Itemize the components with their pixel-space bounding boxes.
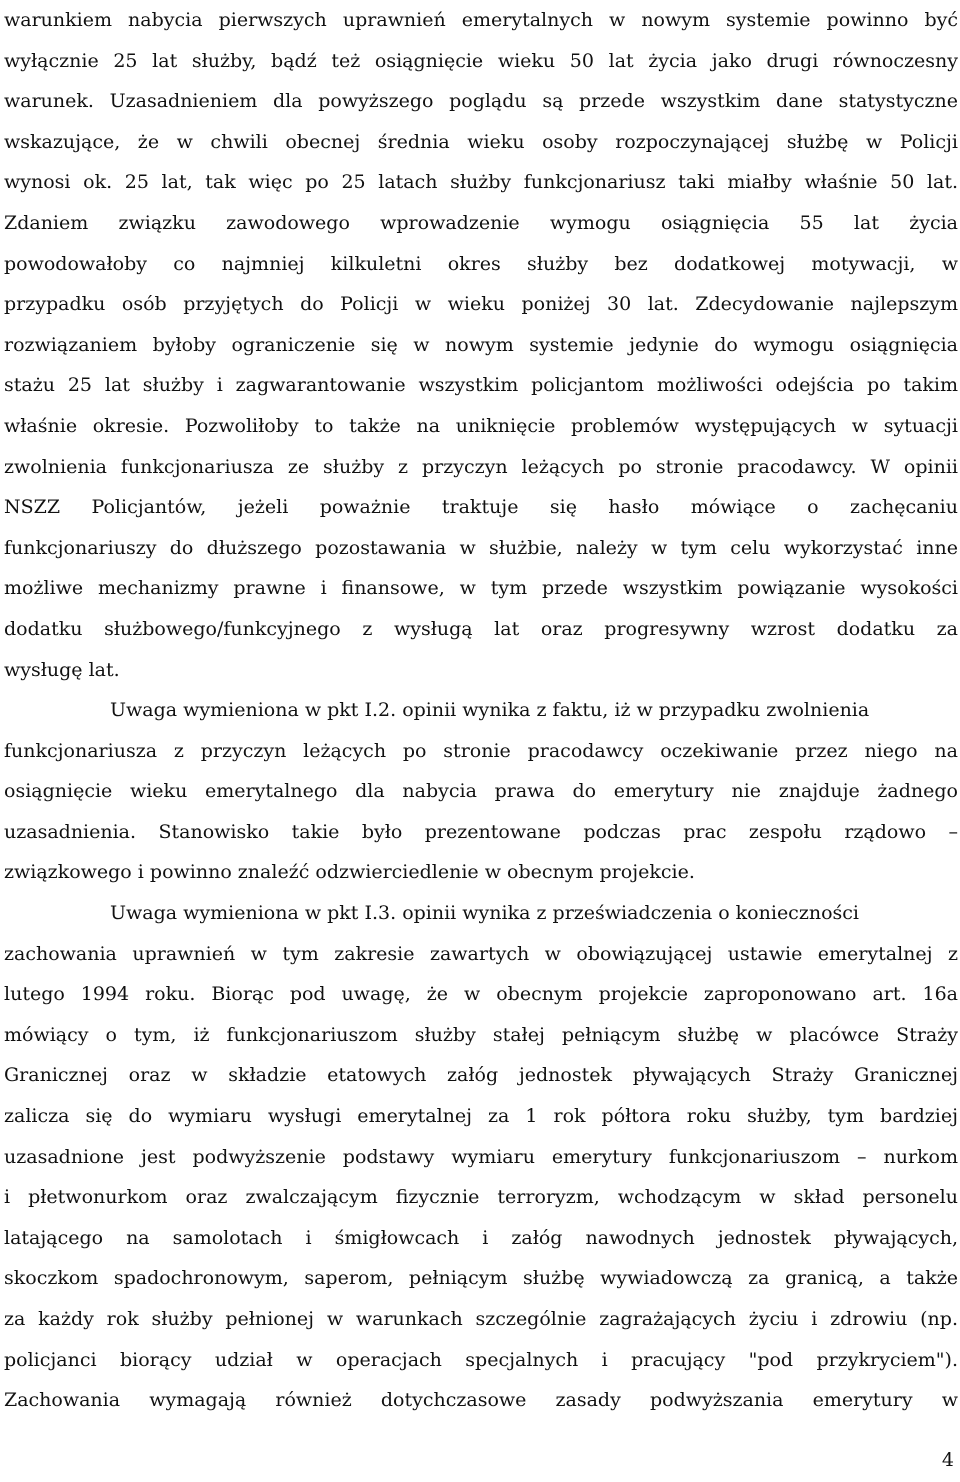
text-line: Granicznej oraz w składzie etatowych załóg jednostek pływających Straży Granicznej <box>4 1064 958 1087</box>
text-line: skoczkom spadochronowym, saperom, pełniącym służbę wywiadowczą za granicą, a także <box>4 1267 958 1290</box>
text-line: związkowego i powinno znaleźć odzwierciedlenie w obecnym projekcie. <box>4 861 695 884</box>
text-line: warunkiem nabycia pierwszych uprawnień emerytalnych w nowym systemie powinno być <box>4 9 958 31</box>
text-line: stażu 25 lat służby i zagwarantowanie wszystkim policjantom możliwości odejścia po takim <box>4 374 958 397</box>
text-line: Zdaniem związku zawodowego wprowadzenie wymogu osiągnięcia 55 lat życia <box>4 211 958 234</box>
text-line: osiągnięcie wieku emerytalnego dla nabycia prawa do emerytury nie znajduje żadnego <box>4 780 958 803</box>
text-line: funkcjonariuszy do dłuższego pozostawania w służbie, należy w tym celu wykorzystać inne <box>4 536 958 559</box>
text-line: i płetwonurkom oraz zwalczającym fizycznie terroryzm, wchodzącym w skład personelu <box>4 1186 958 1209</box>
body-text <box>4 0 958 1421</box>
text-line: właśnie okresie. Pozwoliłoby to także na uniknięcie problemów występujących w sytuacji <box>4 414 958 437</box>
text-line: zalicza się do wymiaru wysługi emerytalnej za 1 rok półtora roku służby, tym bardziej <box>4 1105 958 1128</box>
text-line: warunek. Uzasadnieniem dla powyższego poglądu są przede wszystkim dane statystyczne <box>4 90 958 113</box>
text-line: zachowania uprawnień w tym zakresie zawartych w obowiązującej ustawie emerytalnej z <box>4 942 958 965</box>
text-line: NSZZ Policjantów, jeżeli poważnie traktuje się hasło mówiące o zachęcaniu <box>4 496 958 519</box>
text-line: lutego 1994 roku. Biorąc pod uwagę, że w obecnym projekcie zaproponowano art. 16a <box>4 983 958 1006</box>
text-line: dodatku służbowego/funkcyjnego z wysługą lat oraz progresywny wzrost dodatku za <box>4 617 958 640</box>
page-number: 4 <box>941 1449 954 1471</box>
text-line: za każdy rok służby pełnionej w warunkach szczególnie zagrażających życiu i zdrowiu (np. <box>4 1308 958 1330</box>
text-line: policjanci biorący udział w operacjach specjalnych i pracujący "pod przykryciem"). <box>4 1348 958 1371</box>
text-line: uzasadnione jest podwyższenie podstawy wymiaru emerytury funkcjonariuszom – nurkom <box>4 1145 958 1168</box>
text-line: latającego na samolotach i śmigłowcach i załóg nawodnych jednostek pływających, <box>4 1226 958 1249</box>
text-line: wskazujące, że w chwili obecnej średnia wieku osoby rozpoczynającej służbę w Policji <box>4 130 958 153</box>
text-line: Uwaga wymieniona w pkt I.3. opinii wynika z przeświadczenia o konieczności <box>110 902 859 925</box>
text-line: Uwaga wymieniona w pkt I.2. opinii wynika z faktu, iż w przypadku zwolnienia <box>110 699 870 722</box>
text-line: wynosi ok. 25 lat, tak więc po 25 latach służby funkcjonariusz taki miałby właśnie 50 lat. <box>4 171 958 194</box>
text-line: rozwiązaniem byłoby ograniczenie się w nowym systemie jedynie do wymogu osiągnięcia <box>4 333 958 356</box>
text-line: przypadku osób przyjętych do Policji w wieku poniżej 30 lat. Zdecydowanie najlepszym <box>4 293 958 316</box>
text-line: powodowałoby co najmniej kilkuletni okres służby bez dodatkowej motywacji, w <box>4 252 958 275</box>
text-line: zwolnienia funkcjonariusza ze służby z przyczyn leżących po stronie pracodawcy. W opinii <box>4 455 958 478</box>
text-line: mówiący o tym, iż funkcjonariuszom służby stałej pełniącym służbę w placówce Straży <box>4 1023 958 1046</box>
text-line: wysługę lat. <box>4 658 120 681</box>
text-line: funkcjonariusza z przyczyn leżących po stronie pracodawcy oczekiwanie przez niego na <box>4 739 958 762</box>
text-line: Zachowania wymagają również dotychczasowe zasady podwyższania emerytury w <box>4 1389 958 1412</box>
text-line: możliwe mechanizmy prawne i finansowe, w tym przede wszystkim powiązanie wysokości <box>4 577 958 600</box>
text-line: uzasadnienia. Stanowisko takie było prezentowane podczas prac zespołu rządowo – <box>4 820 958 843</box>
text-line: wyłącznie 25 lat służby, bądź też osiągnięcie wieku 50 lat życia jako drugi równoczesny <box>4 49 958 72</box>
